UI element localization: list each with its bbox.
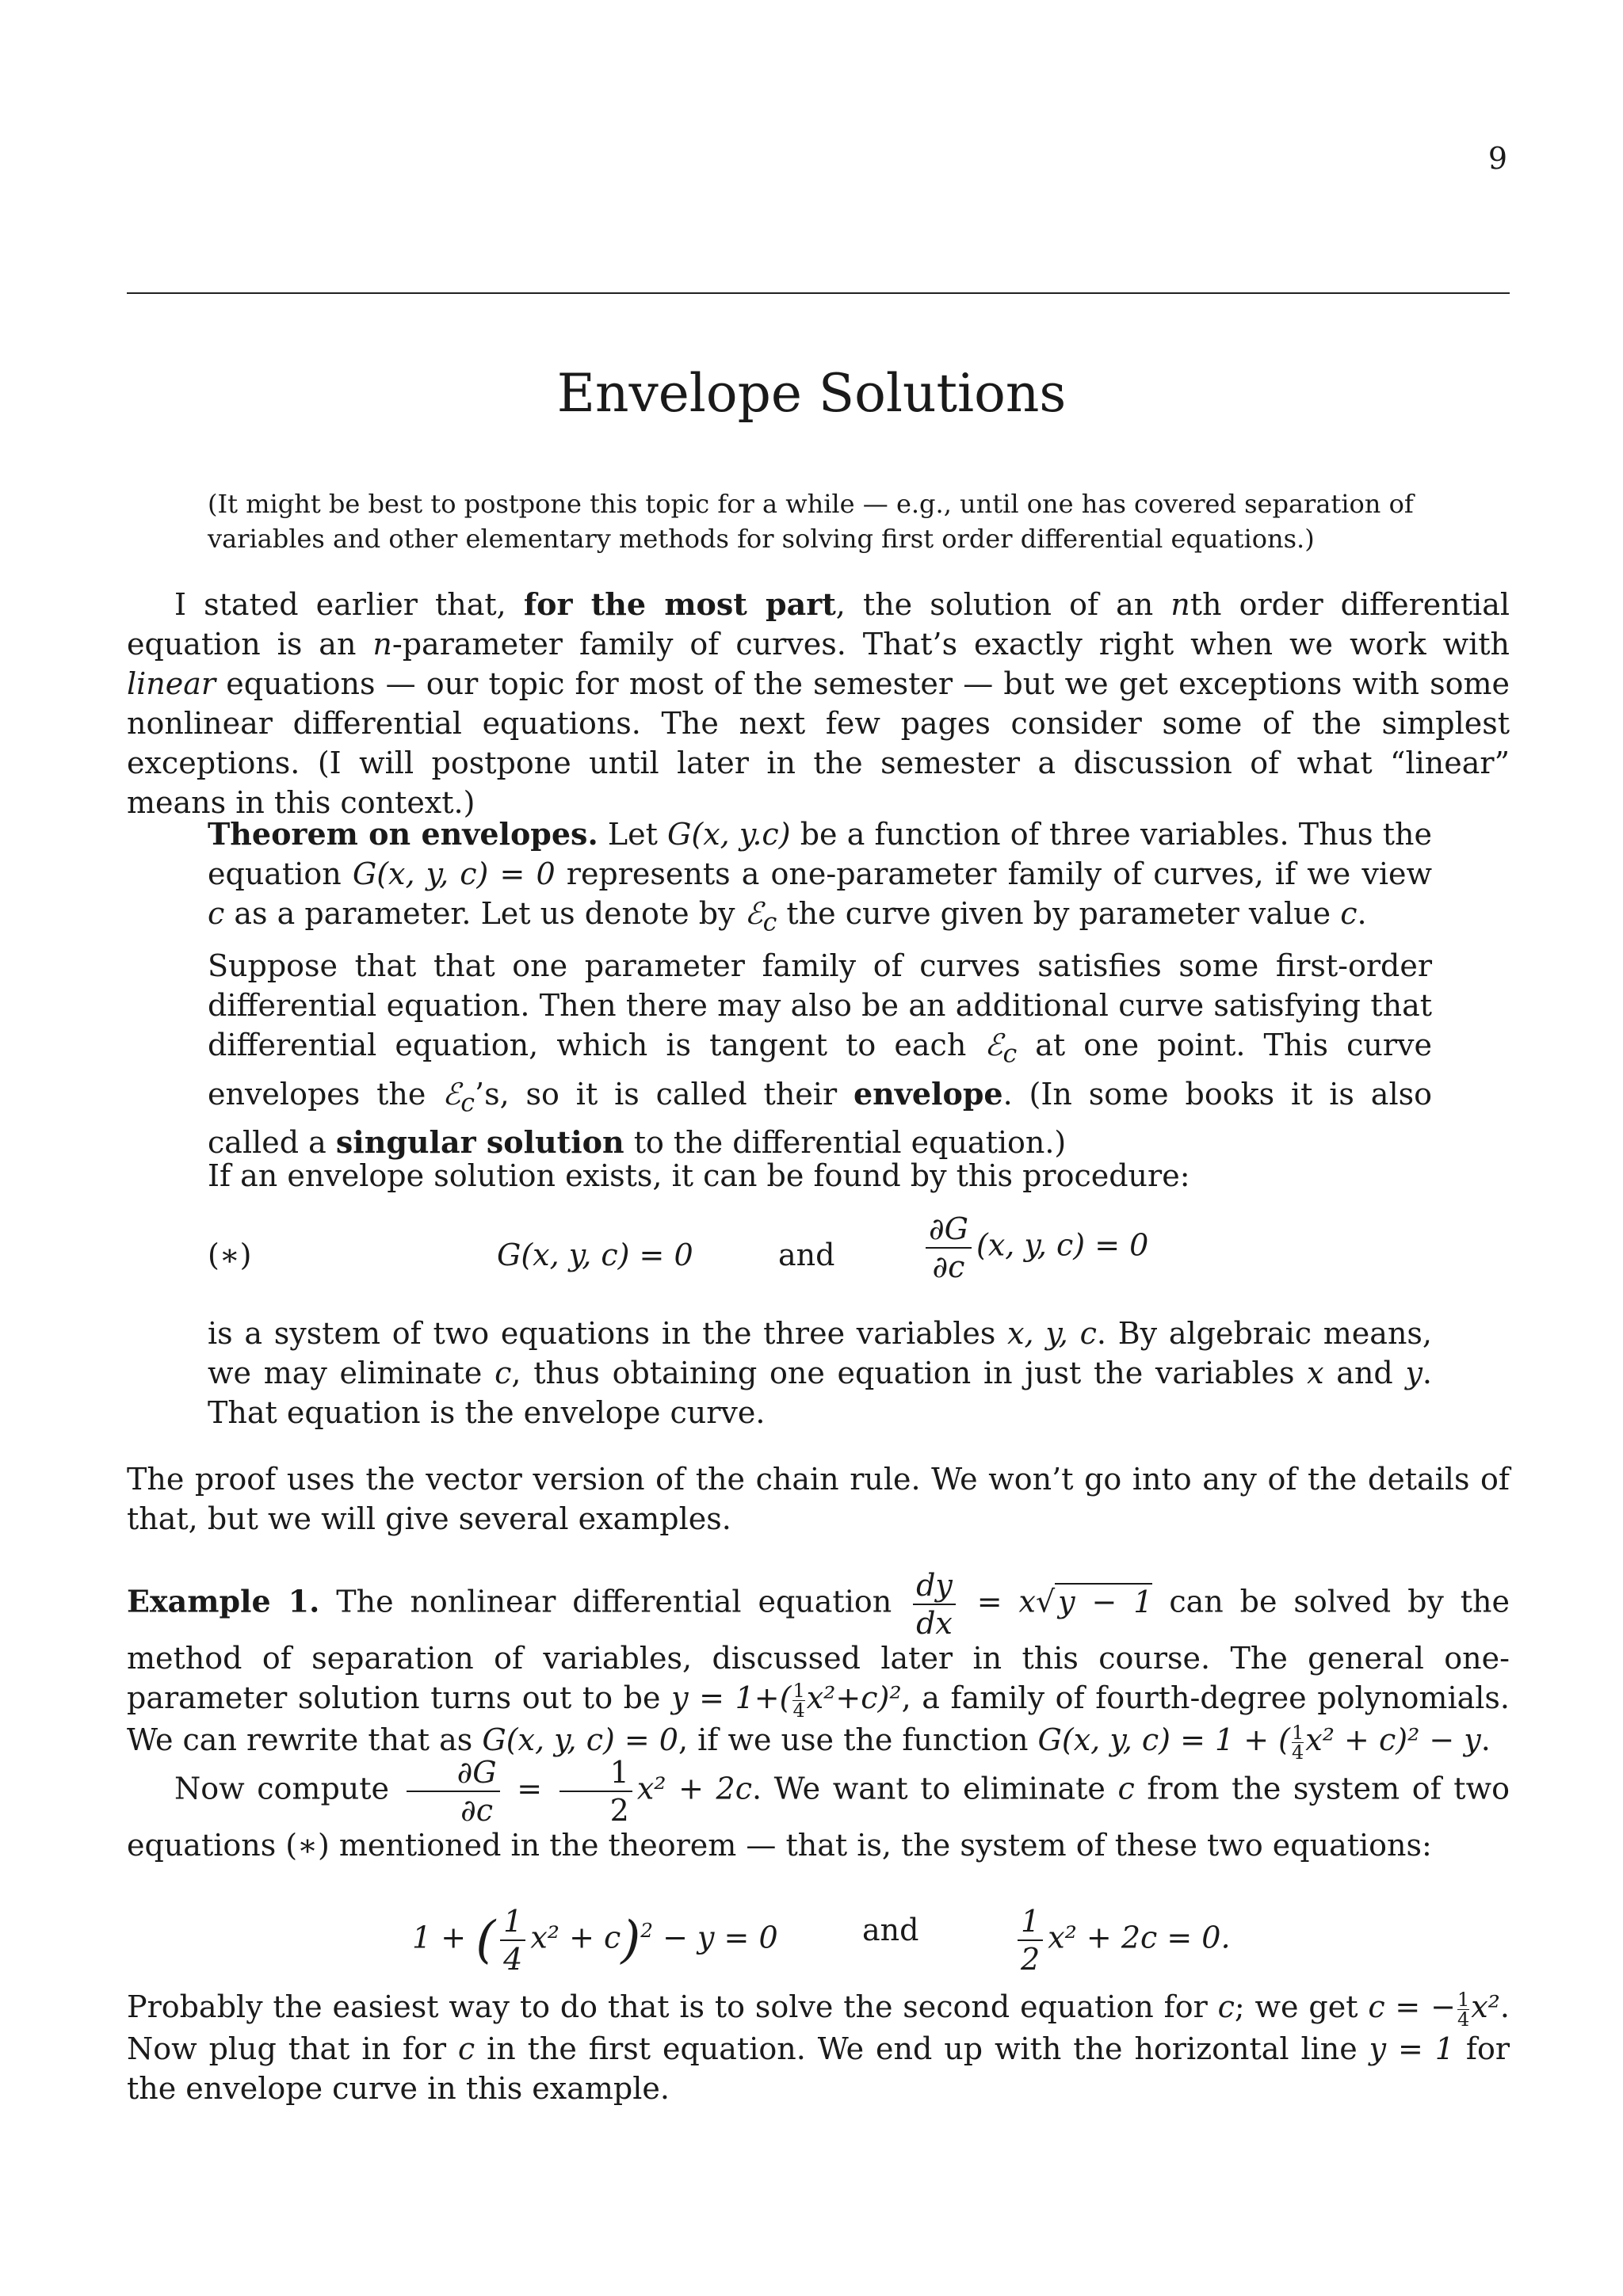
star-eq-2: $\frac{\partial G}{\partial c}$ (x, y, c) = 0 bbox=[921, 1214, 1148, 1282]
star-and: and bbox=[778, 1238, 835, 1272]
theorem-paragraph-1: Theorem on envelopes. Let G(x, y.c) be a function of three variables. Thus the equation G(x, y, c) = 0 represents a one-parameter family of curves, if we view c as a parameter. Let us denote by ℰ$_c$ the curve given by parameter value c. bbox=[208, 816, 1432, 937]
star-eq-1: G(x, y, c) = 0 bbox=[497, 1238, 693, 1272]
theorem-paragraph-3: If an envelope solution exists, it can be found by this procedure: bbox=[208, 1158, 1190, 1193]
theorem-paragraph-2: Suppose that that one parameter family of curves satisfies some first-order differential equation. Then there may also be an additional curve satisfying that differential equation, which is tangent to each ℰ$_c$ at one point. This curve envelopes the ℰ$_c$’s, so it is called their envelope. (In some books it is also called a singular solution to the differential equation.) bbox=[208, 948, 1432, 1161]
header-rule bbox=[127, 292, 1510, 294]
intro-paragraph: I stated earlier that, for the most part, the solution of an nth order differential equation is an n-parameter family of curves. That’s exactly right when we work with linear equations — our topic for most of the semester — but we get exceptions with some nonlinear differential equations. The next few pages consider some of the simplest exceptions. (I will postpone until later in the semester a discussion of what “linear” means in this context.) bbox=[127, 586, 1510, 820]
final-paragraph: Probably the easiest way to do that is to solve the second equation for c; we get c = − $\frac{1}{4}$ x². Now plug that in for c in the first equation. We end up with the horizontal line y = 1 for the envelope curve in this example. bbox=[127, 1989, 1510, 2106]
system-equations bbox=[412, 1878, 1284, 1977]
system-eq-1: 1 + ( $\frac{1}{4}$ x² + c)$^2$ − y = 0 bbox=[412, 1904, 778, 1977]
theorem-paragraph-4: is a system of two equations in the three variables x, y, c. By algebraic means, we may eliminate c, thus obtaining one equation in just the variables x and y. That equation is the envelope curve. bbox=[208, 1316, 1432, 1430]
page-title: Envelope Solutions bbox=[556, 363, 1067, 424]
system-and: and bbox=[862, 1913, 919, 1947]
star-label: (∗) bbox=[208, 1238, 252, 1272]
intro-note: (It might be best to postpone this topic for a while — e.g., until one has covered separation of variables and other elementary methods for solving first order differential equations.) bbox=[208, 489, 1414, 554]
example-1-paragraph-2: Now compute $\frac{\partial G}{\partial c}$ = $\frac{1}{2}$ x² + 2c. We want to eliminate c from the system of two equations (∗) mentioned in the theorem — that is, the system of these two equations: bbox=[127, 1755, 1510, 1863]
proof-paragraph: The proof uses the vector version of the chain rule. We won’t go into any of the details of that, but we will give several examples. bbox=[127, 1462, 1510, 1536]
system-eq-2: $\frac{1}{2}$ x² + 2c = 0. bbox=[1013, 1906, 1231, 1974]
star-equations bbox=[208, 1211, 1432, 1301]
example-1-paragraph: Example 1. The nonlinear differential equation $\frac{dy}{dx}$ = x√ y − 1 can be solved by the method of separation of variables, discussed later in this course. The general one-parameter solution turns out to be y = 1+( $\frac{1}{4}$ x²+c)², a family of fourth-degree polynomials. We can rewrite that as G(x, y, c) = 0, if we use the function G(x, y, c) = 1 + ( $\frac{1}{4}$ x² + c)² − y. bbox=[127, 1568, 1510, 1764]
page-number: 9 bbox=[1487, 141, 1507, 176]
